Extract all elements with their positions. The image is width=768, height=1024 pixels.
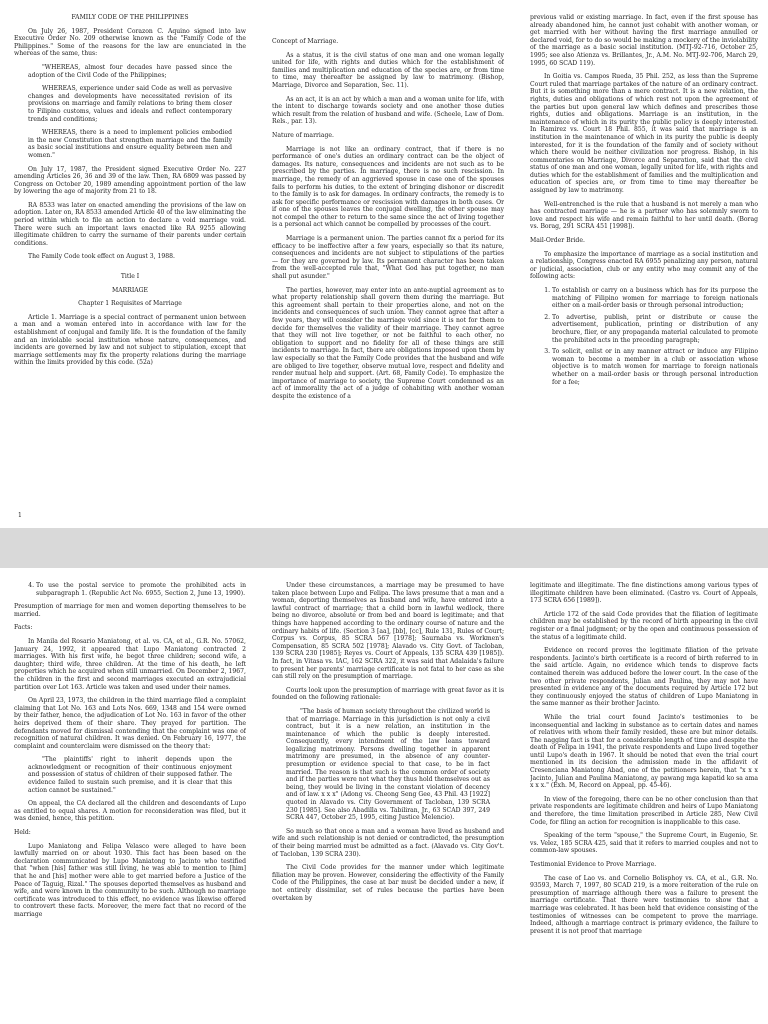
paragraph: To emphasize the importance of marriage as a social institution and a relationship, Congress enacted RA 6955 penalizing any person, natural or judicial, association, club or any entity who may commit any of the following acts: — [530, 250, 758, 281]
page-number: 1 — [18, 512, 22, 519]
paragraph: In Goitia vs. Campos Rueda, 35 Phil. 252, as less than the Supreme Court ruled that marriage partakes of the nature of an ordinary contract. But it is something more than a mere contract. It is a new relation, the rights, duties and obligations of which rest not upon the agreement of the parties but upon general law which defines and prescribes those rights, duties and obligations. Marriage is an institution, in the maintenance of which in its purity the public policy is deeply interested. In Ramirez vs. Court 18 Phil. 855, it was said that marriage is an institution in the maintenance of which in its purity the public is deeply interested, for it is the foundation of the family and of society without which there would be neither civilization nor progress. Bishop, in his commentaries on Marriage, Divorce and Separation, said that the civil status of one man and one woman, legally united for life, with rights and duties which for the establishment of families and the multiplication and education of species are, or from time to time may thereafter be assigned by law to matrimony. — [530, 73, 758, 195]
paragraph: Well-entrenched is the rule that a husband is not merely a man who has contracted marriage — he is a partner who has solemnly sworn to love and respect his wife and remain faithful to her until death. (Borag vs. Borag, 291 SCRA 451 [1998]). — [530, 200, 758, 231]
section-heading: Mail-Order Bride. — [530, 237, 585, 245]
paragraph: The Civil Code provides for the manner under which legitimate filiation may be proven. However, considering the effectivity of the Family Code of the Philippines, the case at bar must be decided under a new, if not entirely dissimilar, set of rules because the parties have been overtaken by — [272, 864, 504, 902]
chapter-heading: Chapter 1 Requisites of Marriage — [78, 300, 182, 308]
quote-paragraph: WHEREAS, experience under said Code as well as pervasive changes and developments have necessitated revision of its provisions on marriage and family relations to bring them closer to Filipino customs, values and ideals and reflect contemporary trends and conditions; — [28, 85, 232, 123]
paragraph: On July 26, 1987, President Corazon C. Aquino signed into law Executive Order No. 209 otherwise known as the "Family Code of the Philippines." Some of the reasons for the law are enunciated in the whereas of the same, thus: — [14, 27, 246, 58]
list-item: 3. To solicit, enlist or in any manner attract or induce any Filipino woman to become a member in a club or association whose objective is to match women for marriage to foreign nationals whether on a mail-order basis or through personal introduction for a fee; — [552, 348, 758, 386]
list-item: 1. To establish or carry on a business which has for its purpose the matching of Filipino women for marriage to foreign nationals either on a mail-order basis or through personal introduction; — [552, 287, 758, 310]
paragraph: legitimate and illegitimate. The fine distinctions among various types of illegitimate children have been eliminated. (Castro vs. Court of Appeals, 173 SCRA 656 [1989]). — [530, 582, 758, 605]
paragraph: The Family Code took effect on August 3, 1988. — [28, 253, 175, 261]
paragraph: RA 8533 was later on enacted amending the provisions of the law on adoption. Later on, RA 8533 amended Article 40 of the law eliminating the period within which to file an action to declare a void marriage void. There were such an important laws enacted like RA 9255 allowing illegitimate children to carry the surname of their parents under certain conditions. — [14, 201, 246, 247]
section-heading: Concept of Marriage. — [272, 38, 339, 45]
paragraph: As an act, it is an act by which a man and a woman unite for life, with the intent to discharge towards society and one another those duties which result from the relation of husband and wife. (Scheele, Law of Dom. Rels., par. 13). — [272, 95, 504, 126]
section-heading: Facts: — [14, 624, 33, 632]
paragraph: As a status, it is the civil status of one man and one woman legally united for life, with rights and duties which for the establishment of families and multiplication and education of the species are, or from time to time, may thereafter be assigned by law to matrimony. (Bishop, Marriage, Divorce and Separation, Sec. 11). — [272, 51, 504, 89]
section-heading: Nature of marriage. — [272, 131, 334, 139]
paragraph: Article 172 of the said Code provides that the filiation of legitimate children may be established by the record of birth appearing in the civil register or a final judgment; or by the open and continuous possession of the status of a legitimate child. — [530, 610, 758, 641]
title-heading: MARRIAGE — [112, 286, 148, 294]
paragraph: Marriage is a permanent union. The parties cannot fix a period for its efficacy to be ineffective after a few years, especially so that its nature, consequences and incidents are not subject to stipulations of the parties — for they are governed by law. Its permanent character has been taken from the well-accepted rule that, "What God has put together, no man shall put asunder." — [272, 235, 504, 281]
quote-paragraph: "WHEREAS, almost four decades have passed since the adoption of the Civil Code of the Philippines; — [28, 63, 232, 79]
paragraph: previous valid or existing marriage. In fact, even if the first spouse has already abandoned him, he cannot just cohabit with another woman, or get married with her without having the first marriage annulled or declared void, for to do so would be making a mockery of the inviolability of the marriage as a basic social institution. (MTJ-92-716, October 25, 1995; see also Atienza vs. Brillantes, Jr., A.M. No. MTJ-92-706, March 29, 1995, 60 SCAD 119). — [530, 14, 758, 67]
paragraph: Article 1. Marriage is a special contract of permanent union between a man and a woman entered into in accordance with law for the establishment of conjugal and family life. It is the foundation of the family and an inviolable social institution whose nature, consequences, and incidents are governed by law and not subject to stipulation, except that marriage settlements may fix the property relations during the marriage within the limits provided by this code. (52a) — [14, 313, 246, 367]
paragraph: Under these circumstances, a marriage may be presumed to have taken place between Lupo and Felipa. The laws presume that a man and a woman, deporting themselves as husband and wife, have entered into a lawful contract of marriage; that a child born in lawful wedlock, there being no divorce, absolute or from bed and board is legitimate; and that things have happened according to the ordinary course of nature and the ordinary habits of life. (Section 3 [aa], [bb], [cc], Rule 131, Rules of Court; Corpus vs. Corpus, 85 SCRA 567 [1978]; Saurnaba vs. Workmen's Compensation, 85 SCRA 502 [1978]; Alavado vs. City Govt. of Tacloban, 139 SCRA 230 [1985]; Reyes vs. Court of Appeals, 135 SCRA 439 [1985]). In fact, in Vitasa vs. IAC, 162 SCRA 322, it was said that Adalaida's failure to present her parents' marriage certificate is not fatal to her case as she can still rely on the presumption of marriage. — [272, 582, 504, 681]
page1-column-2 — [272, 38, 504, 518]
page2-column-1 — [14, 582, 246, 1022]
list-item: 4. To use the postal service to promote the prohibited acts in subparagraph 1. (Republic Act No. 6955, Section 2, June 13, 1990). — [36, 582, 246, 597]
quote-paragraph: WHEREAS, there is a need to implement policies embodied in the new Constitution that strengthen marriage and the family as basic social institutions and ensure equality between men and women." — [28, 129, 232, 159]
paragraph: So much so that once a man and a woman have lived as husband and wife and such relationship is not denied or contradicted, the presumption of their being married must be admitted as a fact. (Alavado vs. City Gov't. of Tacloban, 139 SCRA 230). — [272, 827, 504, 858]
title-heading: Title I — [120, 273, 140, 281]
numbered-list — [14, 582, 246, 597]
list-item: 2. To advertise, publish, print or distribute or cause the advertisement, publication, printing or distribution of any brochure, flier, or any propaganda material calculated to promote the prohibited acts in the preceding paragraph; — [552, 314, 758, 344]
paragraph: Evidence on record proves the legitimate filiation of the private respondents. Jacinto's birth certificate is a record of birth referred to in the said article. Again, no evidence which tends to disprove facts contained therein was adduced before the lower court. In the case of the two other private respondents, Julian and Paulina, they may not have presented in evidence any of the documents required by Article 172 but they continuously enjoyed the status of children of Lupo Maniatong in the same manner as their brother Jacinto. — [530, 647, 758, 708]
section-heading: Held: — [14, 829, 31, 837]
paragraph: The parties, however, may enter into an ante-nuptial agreement as to what property relationship shall govern them during the marriage. But this agreement shall pertain to their properties alone, and not on the incidents and consequences of such union. They cannot agree that after a few years, they will consider the marriage void since it is not for them to decide for themselves the validity of their marriage. They cannot agree that they will not live together, or not be faithful to each other, no obligation to support and no fidelity for all of these things are still incidents to marriage. In fact, there are obligations imposed upon them by law especially so that the Family Code provides that the husband and wife are obliged to live together, observe mutual love, respect and fidelity and render mutual help and support. (Art. 68, Family Code). To emphasize the importance of marriage to society, the Supreme Court condemned as an act of immorality the act of a judge of cohabiting with another woman despite the existence of a — [272, 286, 504, 400]
paragraph: Marriage is not like an ordinary contract, that if there is no performance of one's duties an ordinary contract can be the object of damages. Its nature, consequences and incidents are not such as to be prescribed by the parties. In marriage, there is no such rescission. In marriage, the remedy of an aggrieved spouse in case one of the spouses fails to perform his duties, to the extent of bringing dishonor or discredit to the family is to ask for damages. In ordinary contracts, the remedy is to ask for specific performance or rescission with damages in both cases. Or if one of the spouses leaves the conjugal dwelling, the other spouse may not compel the other to return to the same since the act of living together is a personal act which cannot be compelled by processes of the court. — [272, 145, 504, 229]
paragraph: While the trial court found Jacinto's testimonies to be inconsequential and lacking in substance as to certain dates and names of relatives with whom their family resided, these are but minor details. The nagging fact is that for a considerable length of time and despite the death of Felipa in 1941, the private respondents and Lupo lived together until Lupo's death in 1967. It should be noted that even the trial court mentioned in its decision the admission made in the affidavit of Cresenciana Maniatong Abad, one of the petitioners herein, that "x x x Jacinto, Julian and Paulina Maniatong, ay pawang mga kapatid ko sa ama x x x." (Exh. M, Record on Appeal, pp. 45-46). — [530, 713, 758, 790]
paragraph: Lupo Maniatong and Felipa Velasco were alleged to have been lawfully married on or about 1930. This fact has been based on the declaration communicated by Lupo Maniatong to Jacinto who testified that "when [his] father was still living, he was able to mention to [him] that he and [his] mother were able to get married before a Justice of the Peace of Taguig, Rizal." The spouses deported themselves as husband and wife, and were known in the community to be such. Although no marriage certificate was introduced to this effect, no evidence was likewise offered to controvert these facts. Moreover, the mere fact that no record of the marriage — [14, 842, 246, 918]
paragraph: In view of the foregoing, there can be no other conclusion than that private respondents are legitimate children and heirs of Lupo Maniatong and therefore, the time limitation prescribed in Article 285, New Civil Code, for filing an action for recognition is inapplicable to this case. — [530, 795, 758, 826]
numbered-list — [530, 287, 758, 386]
document-page-2 — [0, 568, 768, 1024]
paragraph: On appeal, the CA declared all the children and descendants of Lupo as entitled to equal shares. A motion for reconsideration was filed, but it was denied, hence, this petition. — [14, 800, 246, 823]
paragraph: In Manila del Rosario Maniatong, et al. vs. CA, et al., G.R. No. 57062, January 24, 1992, it appeared that Lupo Maniatong contracted 2 marriages. With his first wife, he begot three children; second wife, a daughter; third wife, three children. At the time of his death, he left properties which he acquired when still unmarried. On December 2, 1967, the children in the first and second marriages executed an extrajudicial partition over Lot 163. Article was taken and used under their names. — [14, 637, 246, 691]
page1-column-1 — [14, 14, 246, 514]
paragraph: On April 23, 1973, the children in the third marriage filed a complaint claiming that Lot No. 163 and Lots Nos. 669, 1348 and 154 were owned by their father, hence, the adjudication of Lot No. 163 in favor of the other heirs deprived them of their share. They prayed for partition. The defendants moved for dismissal contending that the complaint was one of recognition of natural children. It was denied. On February 16, 1977, the complaint and counterclaim were dismissed on the theory that: — [14, 697, 246, 750]
section-heading: Presumption of marriage for men and women deporting themselves to be married. — [14, 603, 246, 618]
paragraph: The case of Lao vs. and Cornelio Bolisphoy vs. CA, et al., G.R. No. 93593, March 7, 1997, 80 SCAD 219, is a more reiteration of the rule on presumption of marriage although there was a failure to present the marriage certificate. That there were testimonies to show that a marriage was celebrated. It has been held that evidence consisting of the testimonies of witnesses can be competent to prove the marriage. Indeed, although a marriage contract is primary evidence, the failure to present it is not proof that marriage — [530, 874, 758, 935]
quote-paragraph: "The basis of human society throughout the civilized world is that of marriage. Marriage in this jurisdiction is not only a civil contract, but it is a new relation, an institution in the maintenance of which the public is deeply interested. Consequently, every intendment of the law leans toward legalizing matrimony. Persons dwelling together in apparent matrimony are presumed, in the absence of any counter-presumption or evidence special to that case, to be in fact married. The reason is that such is the common order of society and if the parties were not what they thus hold themselves out as being, they would be living in the constant violation of decency and of law. x x x" (Adong vs. Cheong Seng Gee, 43 Phil. 43 [1922] quoted in Alavado vs. City Government of Tacloban, 139 SCRA 230 [1985]. See also Abadilla vs. Tabiliran, Jr., 63 SCAD 397, 249 SCRA 447, October 25, 1995, citing Justice Melencio). — [286, 707, 490, 822]
paragraph: Speaking of the term "spouse," the Supreme Court, in Eugenio, Sr. vs. Velez, 185 SCRA 425, said that it refers to married couples and not to common-law spouses. — [530, 832, 758, 855]
page2-column-3 — [530, 582, 758, 1022]
page2-column-2 — [272, 582, 504, 1022]
page1-column-3 — [530, 14, 758, 514]
paragraph: On July 17, 1987, the President signed Executive Order No. 227 amending Articles 26, 36 and 39 of the law. Then, RA 6809 was passed by Congress on October 20, 1989 amending appointment portion of the law by lowering the age of majority from 21 to 18. — [14, 165, 246, 196]
document-title: FAMILY CODE OF THE PHILIPPINES — [71, 14, 189, 21]
section-heading: Testimonial Evidence to Prove Marriage. — [530, 861, 657, 868]
paragraph: Courts look upon the presumption of marriage with great favor as it is founded on the following rationale: — [272, 686, 504, 702]
quote-paragraph: "The plaintiffs' right to inherit depends upon the acknowledgment or recognition of their continuous enjoyment and possession of status of children of their supposed father. The evidence failed to sustain such premise, and it is clear that this action cannot be sustained." — [28, 756, 232, 794]
